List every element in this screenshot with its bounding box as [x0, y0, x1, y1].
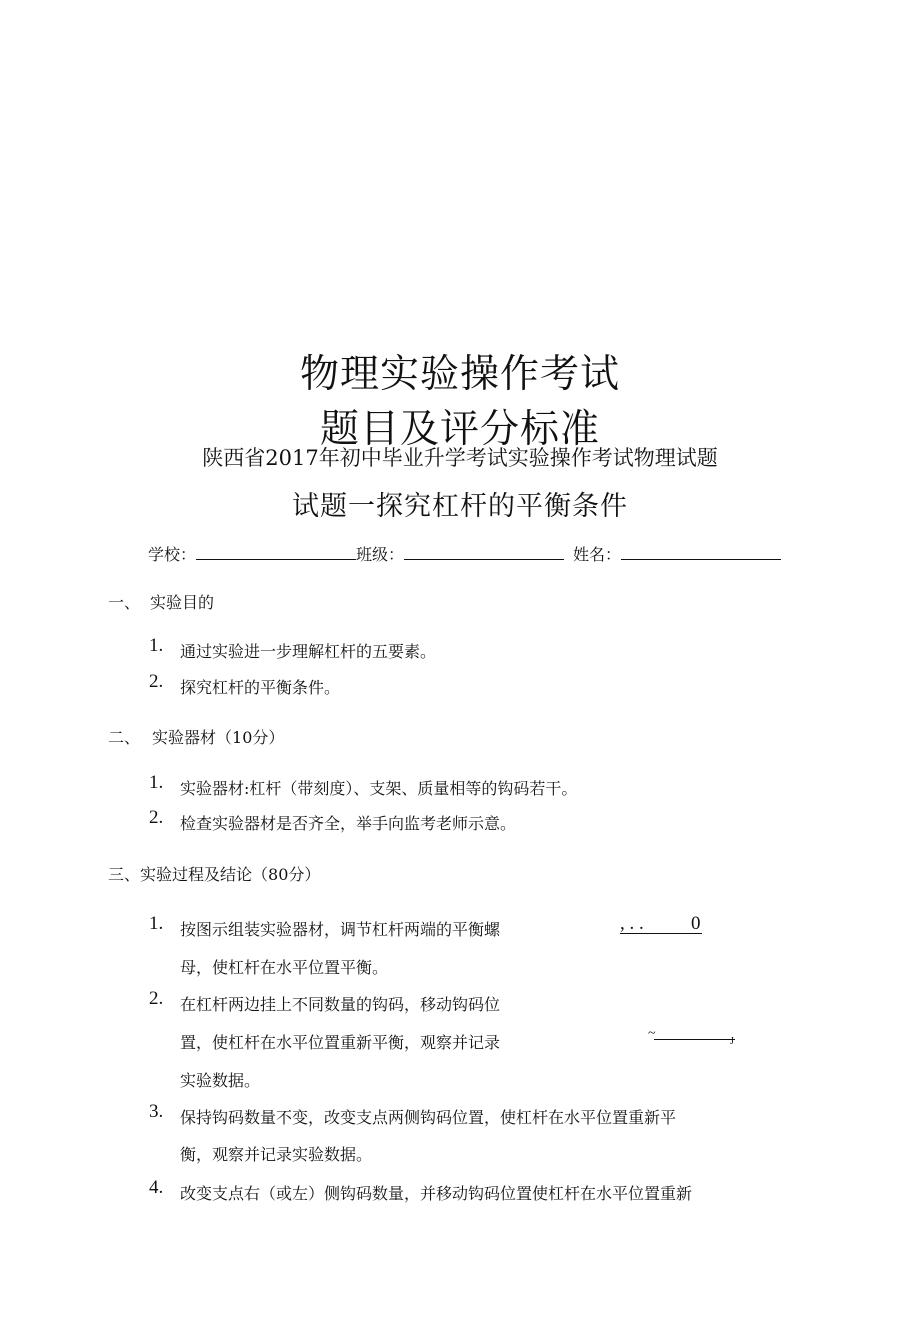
list-item — [149, 807, 163, 829]
class-label: 班级： — [356, 545, 405, 564]
item-number: 1. — [149, 635, 164, 656]
list-item — [149, 913, 163, 935]
item-number: 1. — [149, 772, 164, 793]
item-number: 2. — [149, 671, 164, 692]
item-text: 在杠杆两边挂上不同数量的钩码，移动钩码位 — [180, 995, 501, 1014]
document-title-line2: 题目及评分标准 — [319, 407, 600, 452]
item-text: 实验数据。 — [180, 1071, 261, 1090]
document-subtitle: 陕西省2017年初中毕业升学考试实验操作考试物理试题 — [202, 446, 718, 470]
figure-fragment — [620, 913, 702, 934]
section-heading — [108, 862, 320, 885]
topic-title: 试题一探究杠杆的平衡条件 — [292, 491, 628, 522]
figure-line — [654, 1039, 735, 1040]
document-title-line1: 物理实验操作考试 — [299, 352, 620, 397]
list-item — [149, 635, 163, 657]
item-text: 保持钩码数量不变，改变支点两侧钩码位置，使杠杆在水平位置重新平 — [180, 1108, 677, 1127]
section-heading — [108, 725, 284, 748]
section-title: 实验器材（10分） — [152, 728, 285, 747]
list-item — [149, 1101, 163, 1123]
figure-fragment-tilde: ~ — [648, 1026, 656, 1041]
name-field[interactable] — [621, 543, 781, 560]
item-text: 衡，观察并记录实验数据。 — [180, 1145, 373, 1164]
section-title: 实验过程及结论（80分） — [140, 865, 321, 884]
figure-fragment-text: , . . — [620, 913, 644, 934]
item-number: 3. — [149, 1101, 164, 1122]
name-label: 姓名： — [573, 545, 622, 564]
item-text: 实验器材:杠杆（带刻度）、支架、质量相等的钩码若干。 — [180, 779, 578, 798]
item-number: 2. — [149, 988, 164, 1009]
school-field[interactable] — [196, 543, 356, 560]
section-title: 实验目的 — [150, 593, 215, 612]
list-item — [149, 1177, 163, 1199]
class-field[interactable] — [404, 543, 564, 560]
form-line — [148, 542, 781, 565]
section-marker: 二、 — [108, 728, 141, 747]
figure-fragment-j: J — [730, 1036, 734, 1047]
item-text: 改变支点右（或左）侧钩码数量，并移动钩码位置使杠杆在水平位置重新 — [180, 1184, 693, 1203]
school-label: 学校： — [148, 545, 197, 564]
section-marker: 一、 — [108, 593, 141, 612]
item-text: 按图示组装实验器材，调节杠杆两端的平衡螺 — [180, 920, 501, 939]
item-text: 通过实验进一步理解杠杆的五要素。 — [180, 642, 437, 661]
list-item — [149, 988, 163, 1010]
item-number: 1. — [149, 913, 164, 934]
item-text: 探究杠杆的平衡条件。 — [180, 678, 341, 697]
section-marker: 三、 — [108, 865, 141, 884]
item-text: 检查实验器材是否齐全，举手向监考老师示意。 — [180, 814, 517, 833]
section-heading — [108, 590, 214, 613]
list-item — [149, 671, 163, 693]
figure-fragment-zero: 0 — [691, 913, 701, 934]
item-text: 置，使杠杆在水平位置重新平衡，观察并记录 — [180, 1033, 501, 1052]
item-number: 2. — [149, 807, 164, 828]
list-item — [149, 772, 163, 794]
item-number: 4. — [149, 1177, 164, 1198]
item-text: 母，使杠杆在水平位置平衡。 — [180, 958, 389, 977]
